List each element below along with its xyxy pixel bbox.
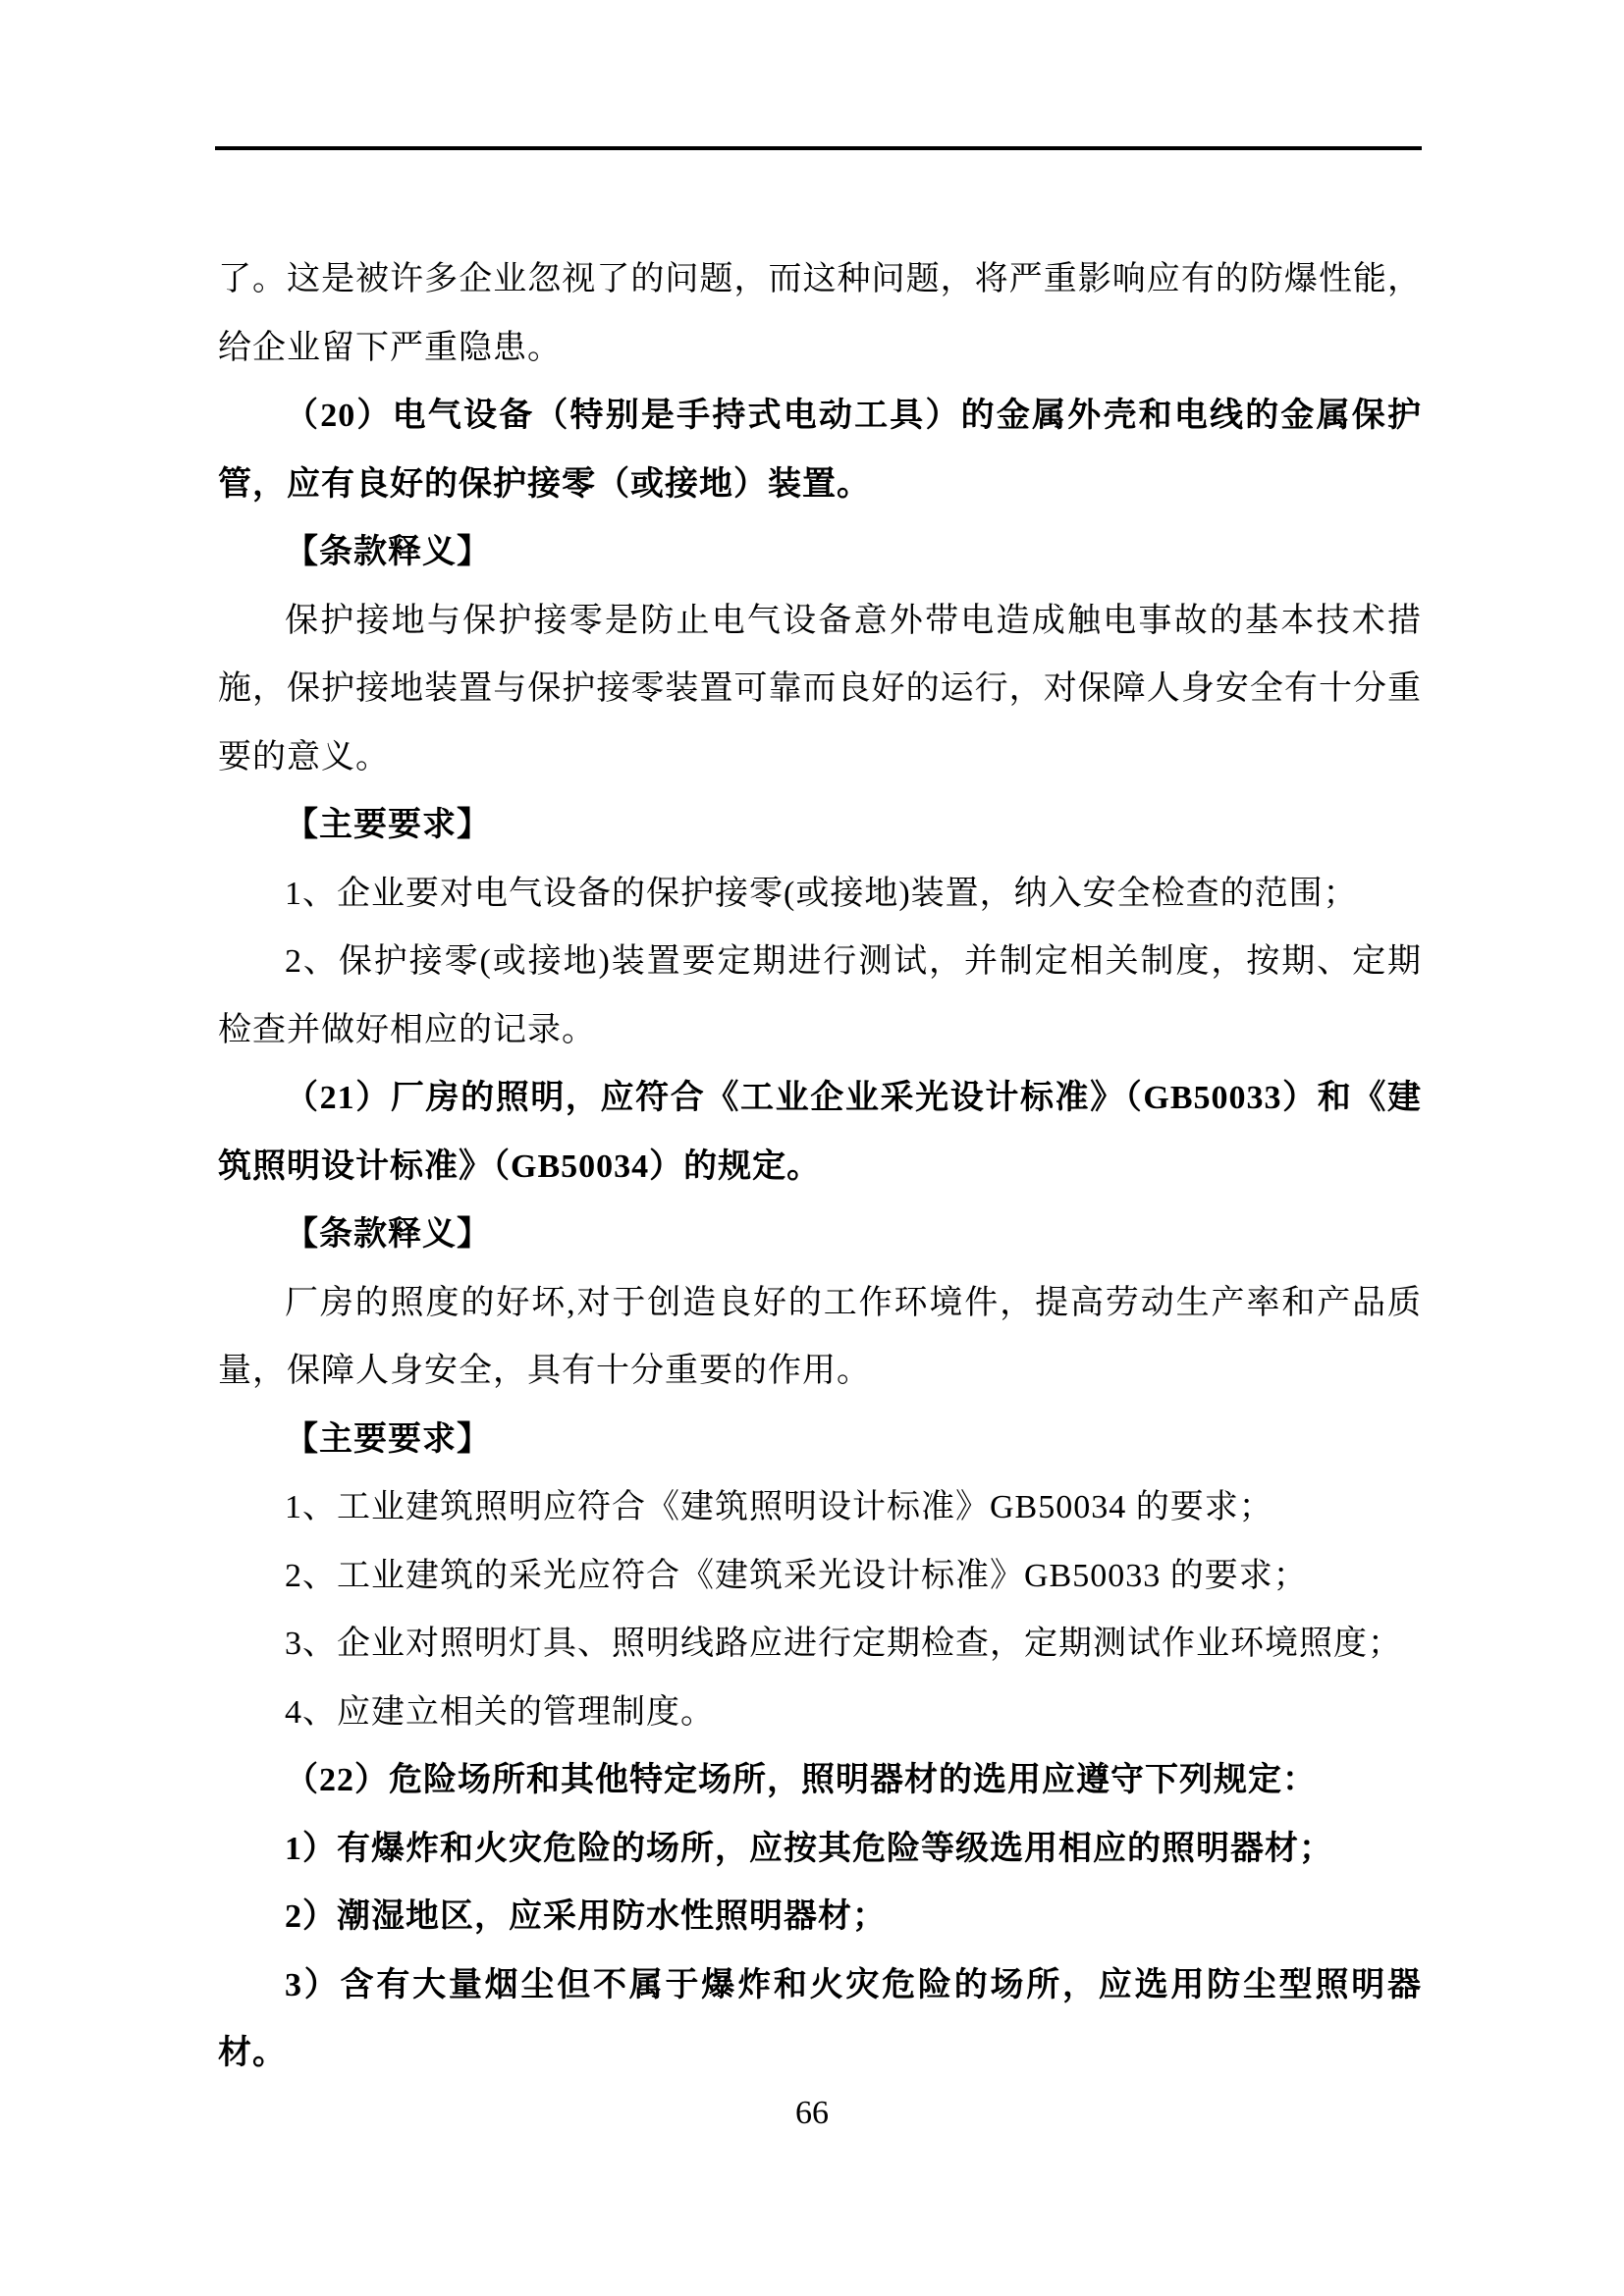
para-interpretation-2: 厂房的照度的好坏,对于创造良好的工作环境件，提高劳动生产率和产品质量，保障人身安全，具有十分重要的作用。 — [218, 1284, 1422, 1389]
requirements-1-item-2: 2、保护接零(或接地)装置要定期进行测试，并制定相关制度，按期、定期检查并做好相应的记录。 — [218, 943, 1422, 1048]
label-clause-interpretation-1: 【条款释义】 — [285, 534, 491, 570]
requirements-2-item-1: 1、工业建筑照明应符合《建筑照明设计标准》GB50034 的要求； — [285, 1489, 1273, 1525]
requirements-2-item-2: 2、工业建筑的采光应符合《建筑采光设计标准》GB50033 的要求； — [285, 1557, 1308, 1594]
clause-22-item-1: 1）有爆炸和火灾危险的场所，应按其危险等级选用相应的照明器材； — [285, 1830, 1333, 1867]
para-interpretation-1: 保护接地与保护接零是防止电气设备意外带电造成触电事故的基本技术措施，保护接地装置与保护接零装置可靠而良好的运行，对保障人身安全有十分重要的意义。 — [218, 602, 1422, 775]
para-continuation: 了。这是被许多企业忽视了的问题，而这种问题，将严重影响应有的防爆性能，给企业留下严重隐患。 — [218, 261, 1422, 366]
header-rule — [215, 146, 1422, 150]
clause-22-item-2: 2）潮湿地区，应采用防水性照明器材； — [285, 1898, 887, 1935]
requirements-2-item-4: 4、应建立相关的管理制度。 — [285, 1693, 715, 1731]
document-body — [218, 245, 1422, 2088]
label-clause-interpretation-2: 【条款释义】 — [285, 1216, 491, 1253]
requirements-2-item-3: 3、企业对照明灯具、照明线路应进行定期检查，定期测试作业环境照度； — [285, 1626, 1402, 1662]
requirements-1-item-1: 1、企业要对电气设备的保护接零(或接地)装置，纳入安全检查的范围； — [285, 875, 1358, 912]
clause-22-item-3: 3）含有大量烟尘但不属于爆炸和火灾危险的场所，应选用防尘型照明器材。 — [218, 1966, 1422, 2071]
clause-21: （21）厂房的照明，应符合《工业企业采光设计标准》（GB50033）和《建筑照明设计标准》（GB50034）的规定。 — [218, 1080, 1422, 1185]
page-number: 66 — [795, 2095, 829, 2131]
clause-20: （20）电气设备（特别是手持式电动工具）的金属外壳和电线的金属保护管，应有良好的保护接零（或接地）装置。 — [218, 398, 1422, 503]
clause-22: （22）危险场所和其他特定场所，照明器材的选用应遵守下列规定： — [285, 1762, 1317, 1798]
label-main-requirements-2: 【主要要求】 — [285, 1420, 491, 1458]
label-main-requirements-1: 【主要要求】 — [285, 807, 491, 843]
